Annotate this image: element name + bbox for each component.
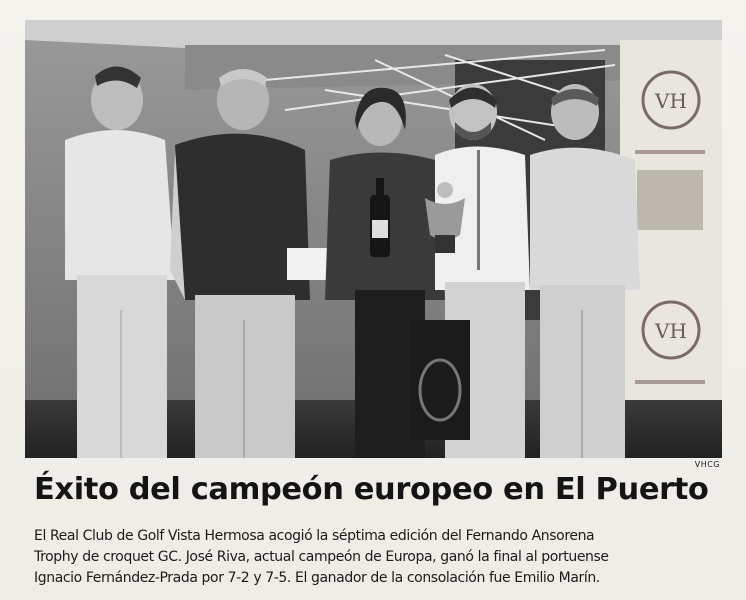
photo-illustration — [25, 20, 722, 458]
body-line: Ignacio Fernández-Prada por 7-2 y 7-5. El ganador de la consolación fue Emilio Marín. — [34, 570, 600, 586]
photo-credit: VHCG — [694, 460, 720, 469]
article-body — [34, 526, 724, 589]
news-photo — [25, 20, 722, 458]
body-line: Trophy de croquet GC. José Riva, actual campeón de Europa, ganó la final al portuense — [34, 549, 609, 565]
body-line: El Real Club de Golf Vista Hermosa acogió la séptima edición del Fernando Ansorena — [34, 528, 595, 544]
svg-text:VH: VH — [655, 89, 687, 113]
headline: Éxito del campeón europeo en El Puerto — [34, 472, 709, 507]
svg-text:VH: VH — [655, 319, 687, 343]
